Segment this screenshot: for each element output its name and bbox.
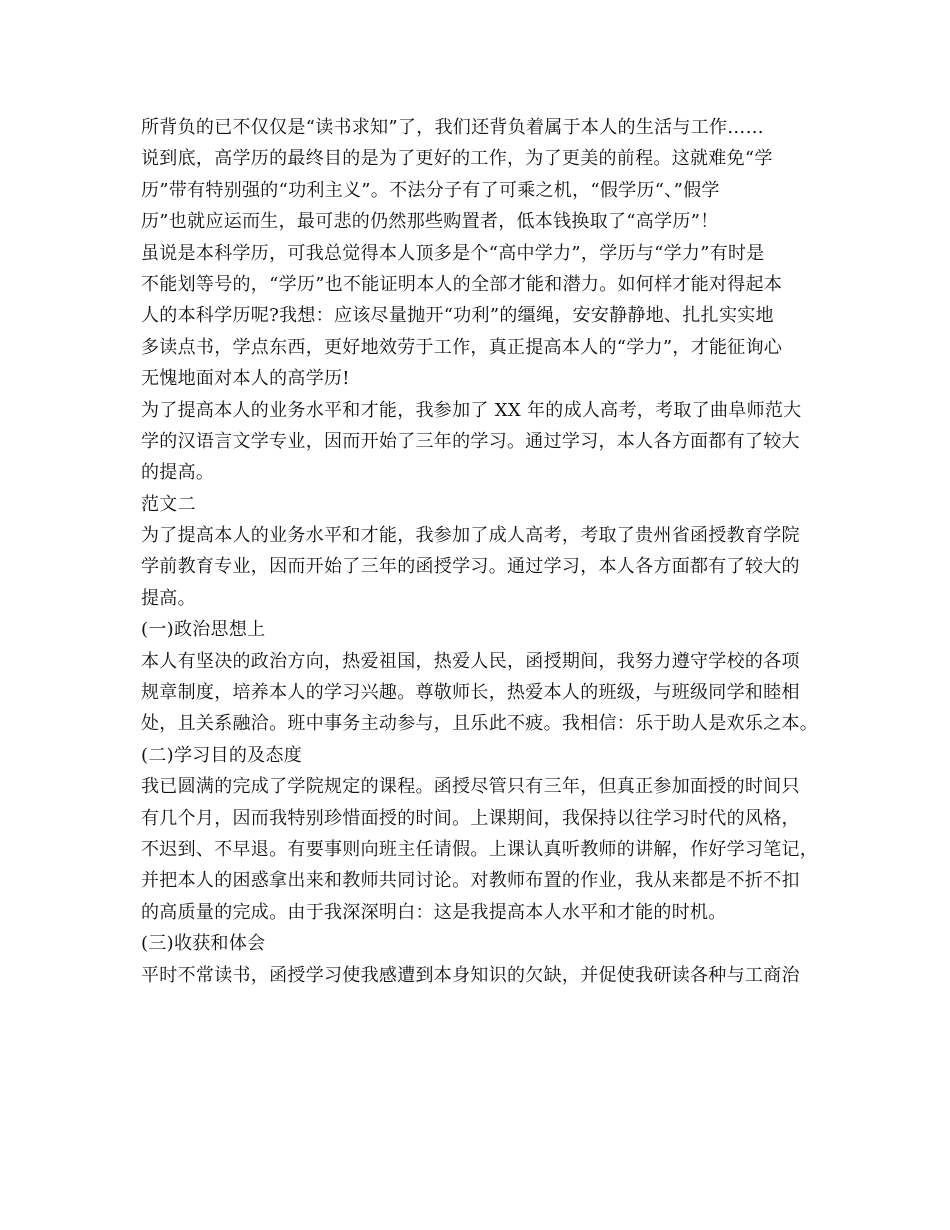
text-line: 所背负的已不仅仅是“读书求知”了，我们还背负着属于本人的生活与工作…… xyxy=(141,117,764,138)
text-line: 虽说是本科学历，可我总觉得本人顶多是个“高中学力”，学历与“学力”有时是 xyxy=(141,242,765,264)
subsection-heading: (三)收获和体会 xyxy=(141,933,266,955)
text-line: 处，且关系融洽。班中事务主动参与，且乐此不疲。我相信：乐于助人是欢乐之本。 xyxy=(141,713,819,735)
subsection-heading: (一)政治思想上 xyxy=(141,619,266,641)
text-line: 人的本科学历呢?我想：应该尽量抛开“功利”的缰绳，安安静静地、扎扎实实地 xyxy=(141,305,774,327)
text-line: 学前教育专业，因而开始了三年的函授学习。通过学习，本人各方面都有了较大的 xyxy=(141,556,800,578)
subsection-heading: (二)学习目的及态度 xyxy=(141,744,303,766)
text-line: 历”带有特别强的“功利主义”。不法分子有了可乘之机，“假学历“、”假学 xyxy=(141,179,720,201)
text-line: 并把本人的困惑拿出来和教师共同讨论。对教师布置的作业，我从来都是不折不扣 xyxy=(141,870,800,892)
text-line: 历”也就应运而生，最可悲的仍然那些购置者，低本钱换取了“高学历”！ xyxy=(141,211,719,233)
text-line: 不迟到、不早退。有要事则向班主任请假。上课认真听教师的讲解，作好学习笔记， xyxy=(141,838,819,860)
text-line: 学的汉语言文学专业，因而开始了三年的学习。通过学习，本人各方面都有了较大 xyxy=(141,430,800,452)
text-line: 的高质量的完成。由于我深深明白：这是我提高本人水平和才能的时机。 xyxy=(141,901,727,923)
text-line: 规章制度，培养本人的学习兴趣。尊敬师长，热爱本人的班级，与班级同学和睦相 xyxy=(141,682,800,704)
text-line: 提高。 xyxy=(141,587,196,609)
text-line: 说到底，高学历的最终目的是为了更好的工作，为了更美的前程。这就难免“学 xyxy=(141,148,773,170)
text-line: 无愧地面对本人的高学历! xyxy=(141,368,350,390)
text-line: 不能划等号的，“学历”也不能证明本人的全部才能和潜力。如何样才能对得起本 xyxy=(141,273,783,295)
text-line: 平时不常读书，函授学习使我感遭到本身知识的欠缺，并促使我研读各种与工商治 xyxy=(141,964,800,986)
text-line: 有几个月，因而我特别珍惜面授的时间。上课期间，我保持以往学习时代的风格， xyxy=(141,807,800,829)
text-line: 为了提高本人的业务水平和才能，我参加了成人高考，考取了贵州省函授教育学院 xyxy=(141,525,800,547)
text-line: 本人有坚决的政治方向，热爱祖国，热爱人民，函授期间，我努力遵守学校的各项 xyxy=(141,650,800,672)
document-body xyxy=(141,112,831,991)
section-heading: 范文二 xyxy=(141,493,196,515)
text-line: 我已圆满的完成了学院规定的课程。函授尽管只有三年，但真正参加面授的时间只 xyxy=(141,776,800,798)
text-line: 多读点书，学点东西，更好地效劳于工作，真正提高本人的“学力”，才能征询心 xyxy=(141,336,783,358)
text-line: 为了提高本人的业务水平和才能，我参加了 XX 年的成人高考，考取了曲阜师范大 xyxy=(141,399,802,421)
text-line: 的提高。 xyxy=(141,462,215,484)
